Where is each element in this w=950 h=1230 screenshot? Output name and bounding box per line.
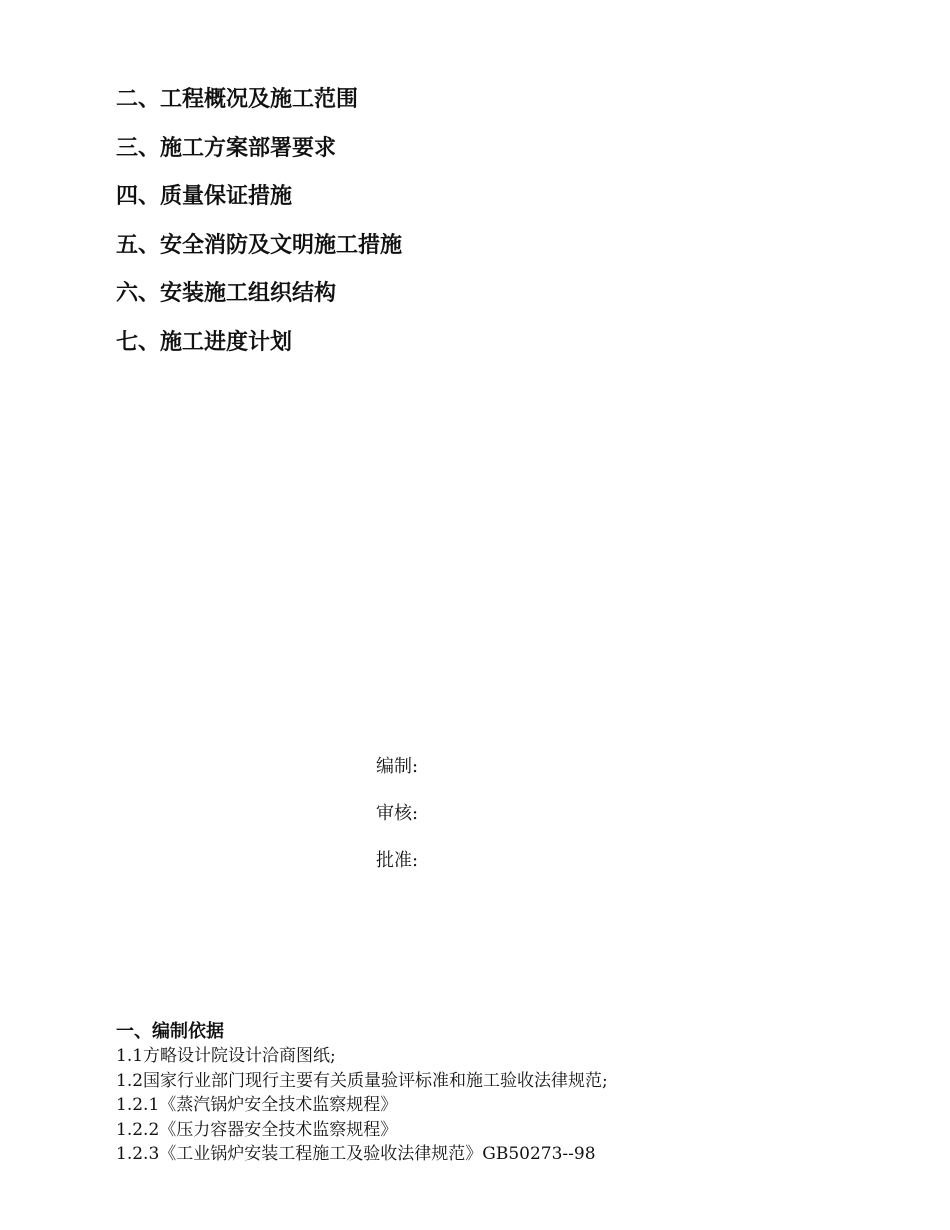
reviewed-by-label: 审核: <box>376 803 419 824</box>
basis-item: 1.2.2《压力容器安全技术监察规程》 <box>116 1119 398 1140</box>
toc-item: 五、安全消防及文明施工措施 <box>116 232 403 258</box>
approved-by-label: 批准: <box>376 850 419 871</box>
toc-item: 四、质量保证措施 <box>116 184 293 210</box>
basis-item: 1.2.3《工业锅炉安装工程施工及验收法律规范》GB50273--98 <box>116 1144 596 1164</box>
basis-item: 1.2国家行业部门现行主要有关质量验评标准和施工验收法律规范; <box>116 1070 608 1091</box>
compilation-basis-section <box>116 1020 608 1167</box>
toc-item: 二、工程概况及施工范围 <box>116 87 359 112</box>
toc-item: 六、安装施工组织结构 <box>116 281 337 307</box>
compiled-by-label: 编制: <box>376 756 419 777</box>
basis-item: 1.2.1《蒸汽锅炉安全技术监察规程》 <box>116 1095 398 1115</box>
table-of-contents <box>116 84 402 376</box>
toc-item: 七、施工进度计划 <box>116 329 293 355</box>
basis-item: 1.1方略设计院设计洽商图纸; <box>116 1046 336 1066</box>
basis-list <box>116 1044 608 1167</box>
toc-item: 三、施工方案部署要求 <box>116 135 337 161</box>
signoff-block <box>376 752 418 893</box>
section-heading: 一、编制依据 <box>116 1021 224 1042</box>
